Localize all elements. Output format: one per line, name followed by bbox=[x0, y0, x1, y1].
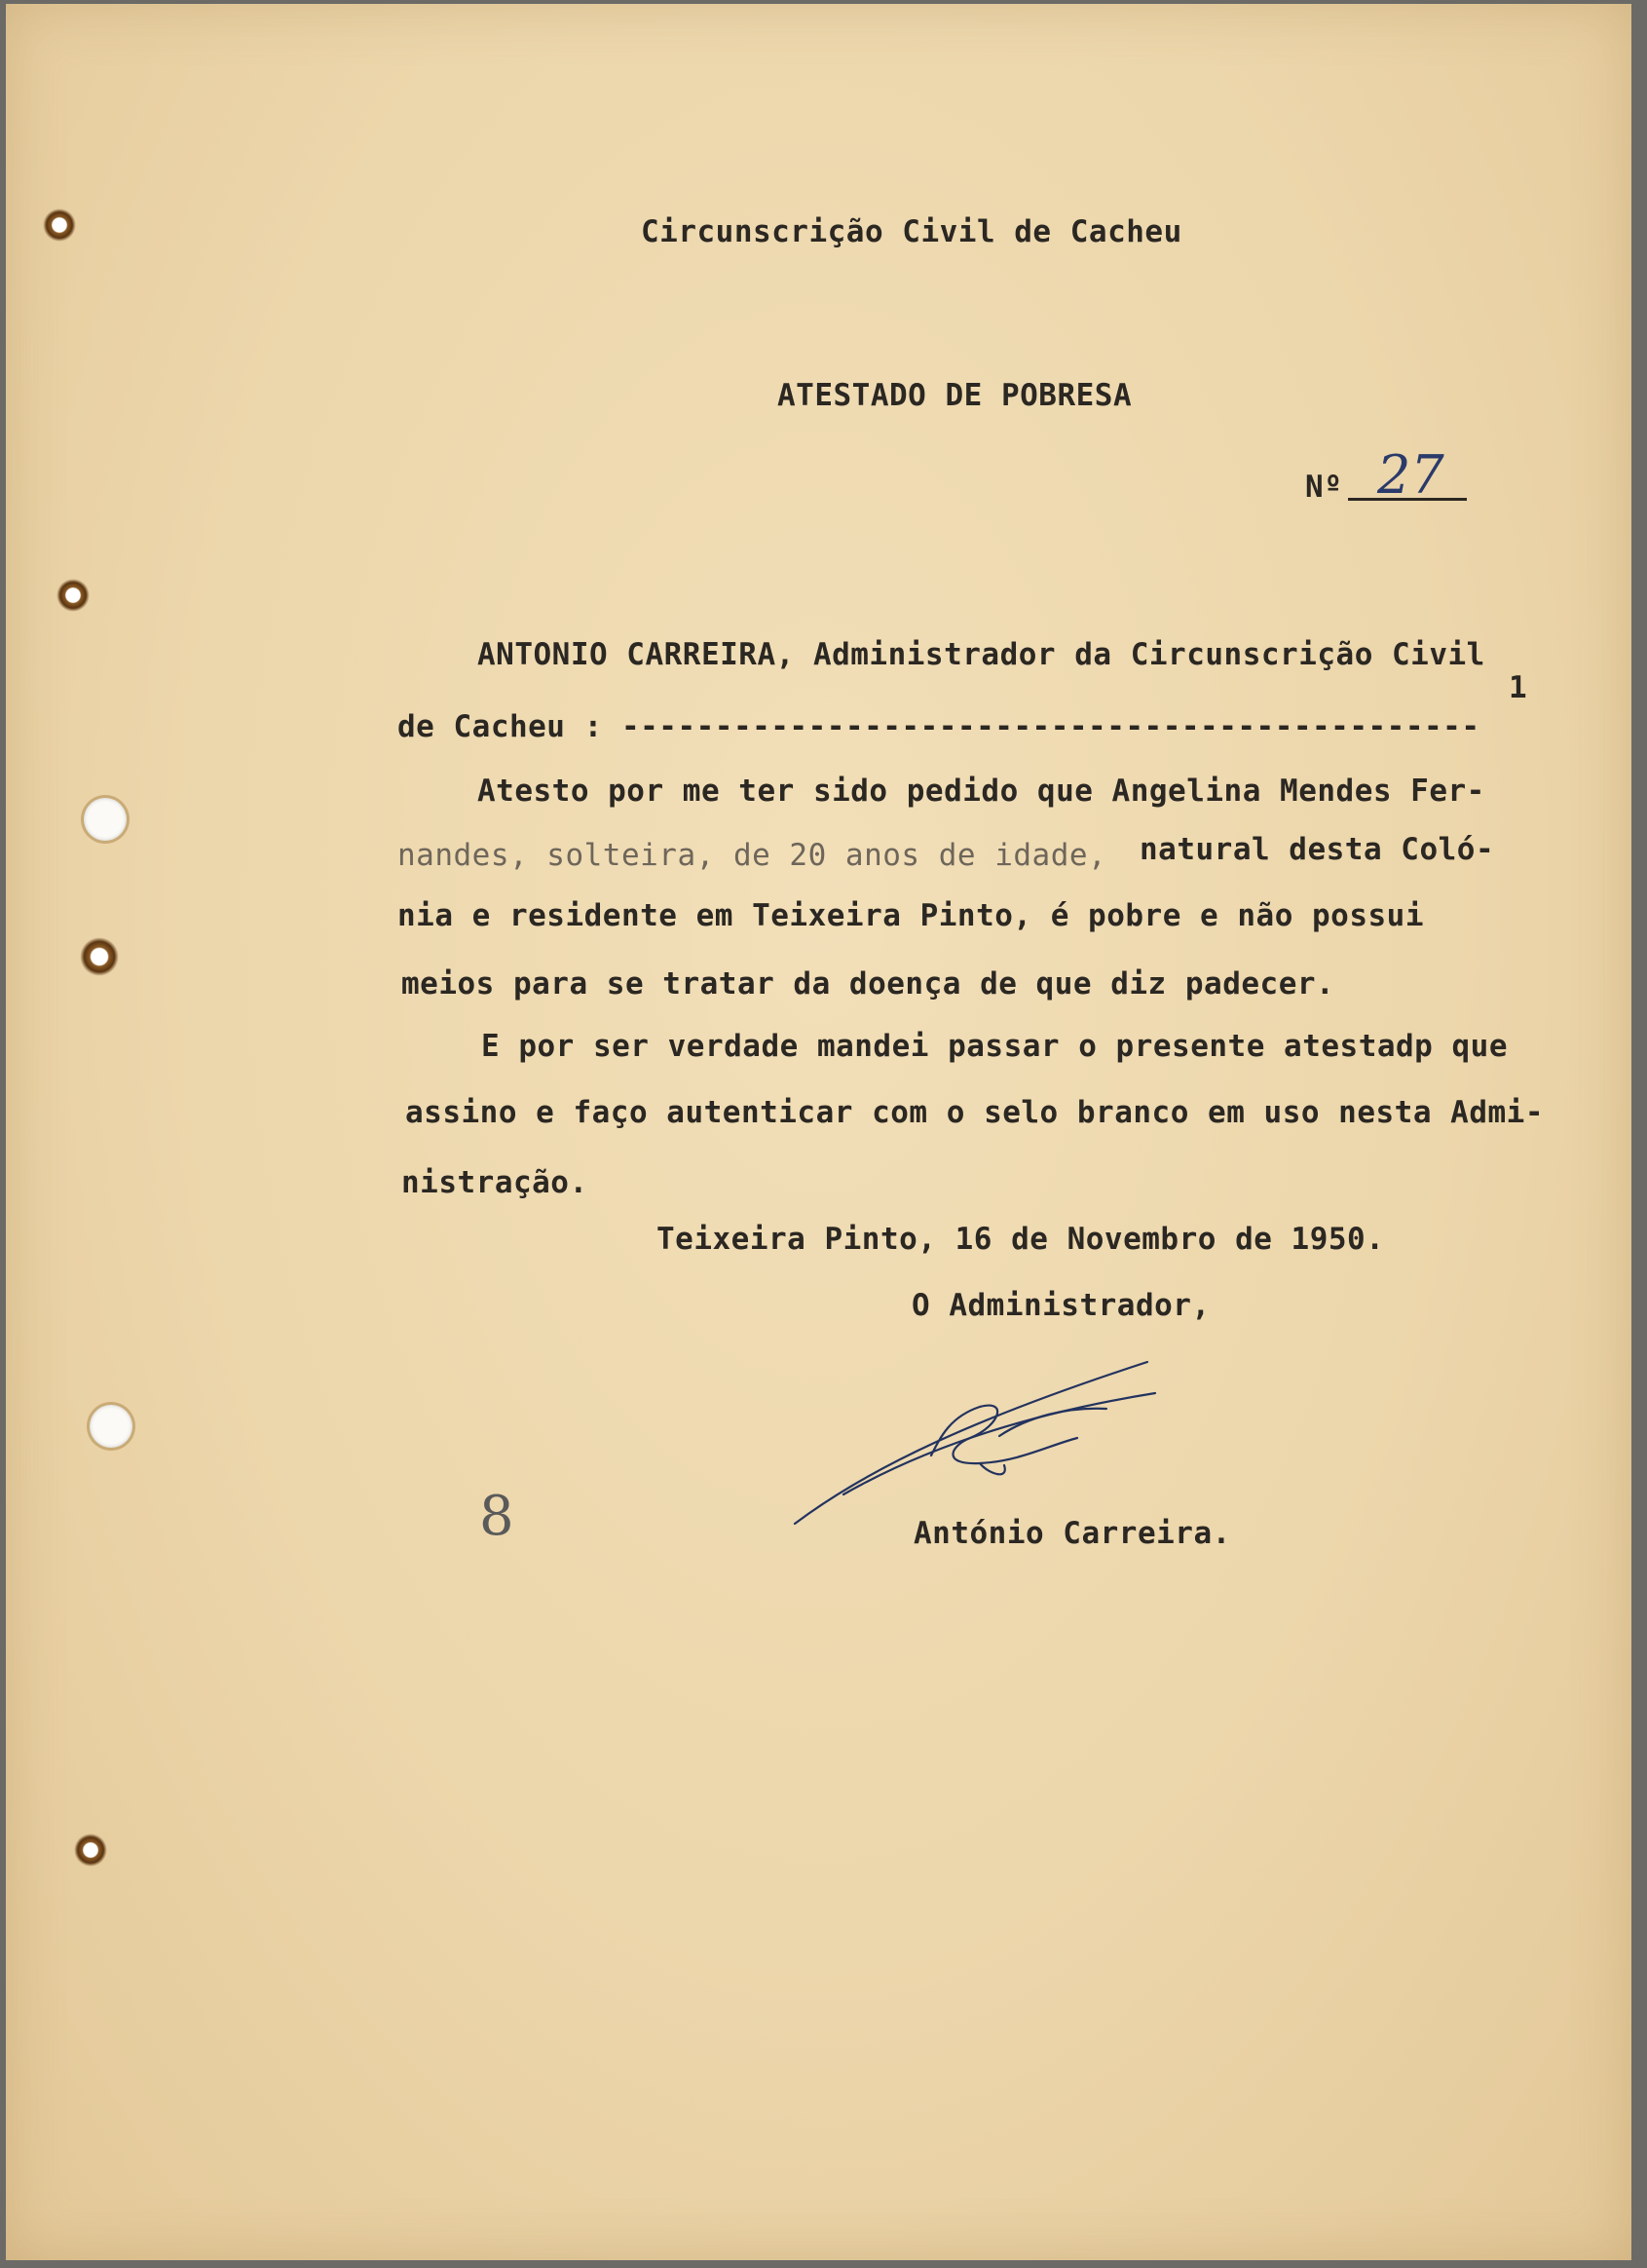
body-line: meios para se tratar da doença de que diz padecer. bbox=[401, 966, 1335, 1002]
punch-hole bbox=[74, 1833, 107, 1867]
number-label: Nº bbox=[1305, 470, 1343, 505]
document-page bbox=[6, 4, 1631, 2260]
body-line: assino e faço autenticar com o selo branco em uso nesta Admi- bbox=[405, 1095, 1544, 1130]
signatory-name: António Carreira. bbox=[914, 1516, 1231, 1551]
place-date: Teixeira Pinto, 16 de Novembro de 1950. bbox=[656, 1222, 1385, 1257]
institution-heading: Circunscrição Civil de Cacheu bbox=[641, 214, 1182, 249]
page-marker: 1 bbox=[1509, 670, 1528, 705]
document-number: 27 bbox=[1377, 444, 1444, 506]
punch-hole bbox=[56, 579, 90, 612]
body-line-faded: nandes, solteira, de 20 anos de idade, bbox=[397, 838, 1107, 873]
document-title: ATESTADO DE POBRESA bbox=[777, 378, 1133, 413]
margin-number: 8 bbox=[479, 1485, 514, 1548]
body-line: de Cacheu : ---------------------------------------------- bbox=[397, 709, 1480, 744]
body-line: ANTONIO CARREIRA, Administrador da Circunscrição Civil bbox=[477, 637, 1485, 672]
number-underline bbox=[1348, 498, 1467, 501]
body-line: natural desta Coló- bbox=[1140, 832, 1495, 867]
body-line: nistração. bbox=[401, 1165, 588, 1200]
body-line: nia e residente em Teixeira Pinto, é pobre e não possui bbox=[397, 898, 1424, 933]
punch-hole bbox=[43, 208, 76, 242]
body-line: E por ser verdade mandei passar o presente atestadp que bbox=[481, 1029, 1508, 1064]
signatory-role: O Administrador, bbox=[912, 1288, 1211, 1323]
handwritten-signature bbox=[785, 1348, 1165, 1533]
punch-hole bbox=[90, 1405, 132, 1448]
body-line: Atesto por me ter sido pedido que Angelina Mendes Fer- bbox=[477, 774, 1485, 809]
punch-hole bbox=[84, 798, 127, 841]
punch-hole bbox=[80, 937, 119, 976]
